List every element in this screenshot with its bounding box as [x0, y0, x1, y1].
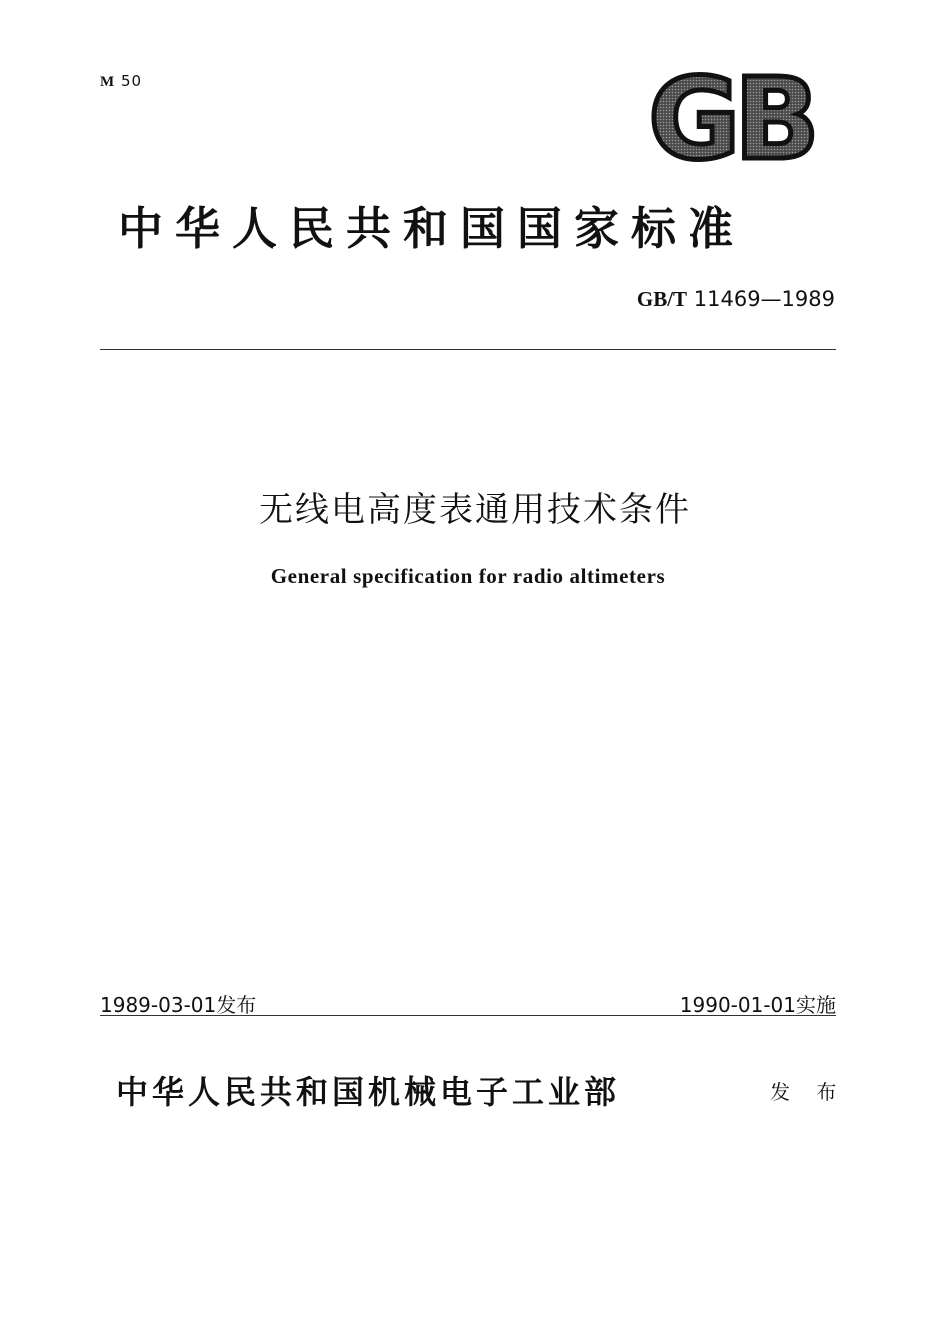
standard-number	[637, 287, 835, 312]
implementation-info	[680, 989, 836, 1018]
implementation-date: 1990-01-01	[679, 993, 796, 1017]
date-rule	[100, 1015, 836, 1016]
standard-number-value: 11469—1989	[693, 287, 835, 311]
classification-letter: M	[100, 74, 116, 90]
title-english: General specification for radio altimeters	[270, 564, 666, 588]
publish-label: 发 布	[770, 1080, 847, 1104]
issue-label: 发布	[216, 993, 257, 1017]
classification-code	[100, 72, 142, 91]
national-standard-heading: 中华人民共和国国家标准	[118, 202, 746, 255]
gb-logo	[638, 70, 824, 170]
issue-info	[100, 989, 256, 1018]
publisher-name: 中华人民共和国机械电子工业部	[116, 1073, 621, 1111]
classification-number: 50	[120, 72, 143, 90]
svg-text:GB: GB	[648, 70, 814, 170]
implementation-label: 实施	[796, 993, 836, 1017]
title-chinese: 无线电高度表通用技术条件	[259, 490, 691, 530]
header-rule	[100, 349, 836, 350]
standard-prefix: GB/T	[636, 287, 688, 311]
issue-date: 1989-03-01	[100, 993, 217, 1017]
